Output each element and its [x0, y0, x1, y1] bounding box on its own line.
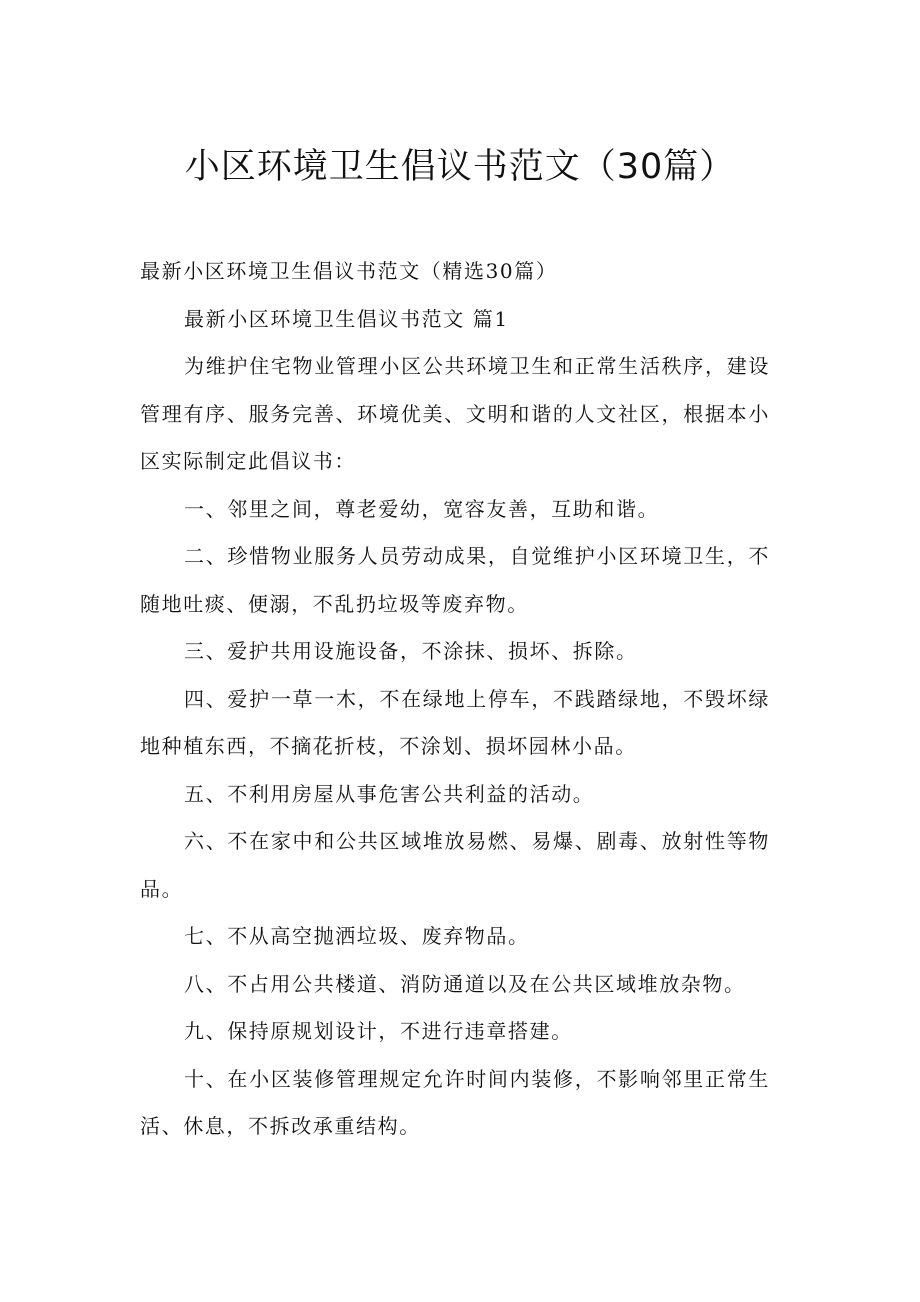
paragraph-item-8: 八、不占用公共楼道、消防通道以及在公共区域堆放杂物。 — [184, 971, 746, 996]
paragraph-item-4: 四、爱护一草一木，不在绿地上停车，不践踏绿地，不毁坏绿地种植东西，不摘花折枝，不涂划、损坏园林小品。 — [140, 686, 770, 758]
section-heading: 最新小区环境卫生倡议书范文 篇1 — [184, 306, 509, 331]
paragraph-item-10: 十、在小区装修管理规定允许时间内装修，不影响邻里正常生活、休息，不拆改承重结构。 — [140, 1066, 770, 1138]
paragraph-item-2: 二、珍惜物业服务人员劳动成果，自觉维护小区环境卫生，不随地吐痰、便溺，不乱扔垃圾等废弃物。 — [140, 544, 770, 616]
document-title: 小区环境卫生倡议书范文（30篇） — [184, 147, 736, 187]
paragraph-intro: 为维护住宅物业管理小区公共环境卫生和正常生活秩序，建设管理有序、服务完善、环境优美、文明和谐的人文社区，根据本小区实际制定此倡议书： — [140, 354, 770, 473]
paragraph-item-3: 三、爱护共用设施设备，不涂抹、损坏、拆除。 — [184, 639, 638, 663]
document-body — [140, 248, 770, 1151]
paragraph-item-7: 七、不从高空抛洒垃圾、废弃物品。 — [184, 924, 530, 948]
paragraph-item-1: 一、邻里之间，尊老爱幼，宽容友善，互助和谐。 — [184, 496, 660, 521]
paragraph-item-5: 五、不利用房屋从事危害公共利益的活动。 — [184, 781, 595, 806]
paragraph-item-6: 六、不在家中和公共区域堆放易燃、易爆、剧毒、放射性等物品。 — [140, 829, 770, 901]
paragraph-item-9: 九、保持原规划设计，不进行违章搭建。 — [184, 1019, 573, 1043]
document-subtitle: 最新小区环境卫生倡议书范文（精选30篇） — [140, 259, 558, 283]
